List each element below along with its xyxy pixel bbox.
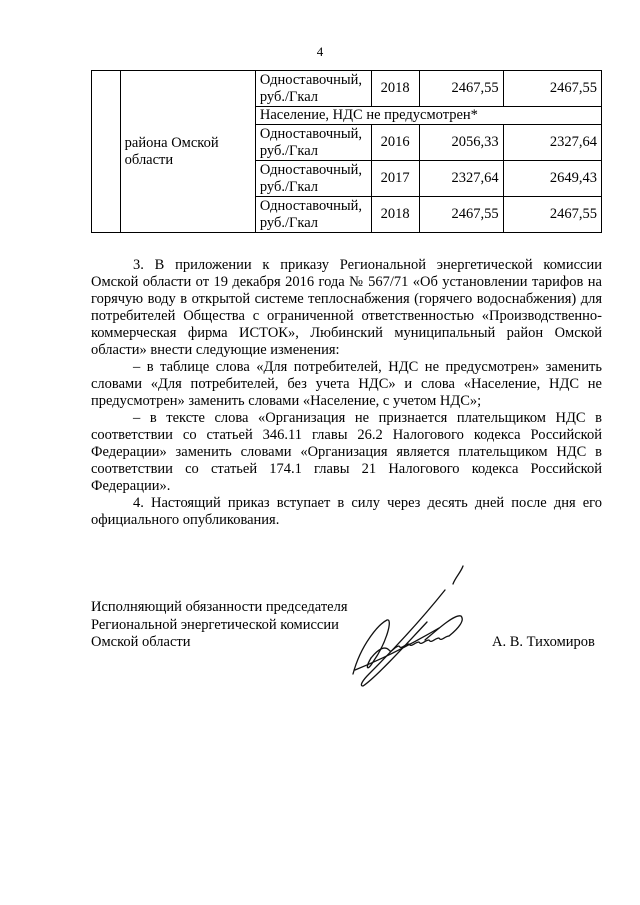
value-cell: 2056,33 bbox=[419, 125, 503, 161]
category-note-cell: Население, НДС не предусмотрен* bbox=[255, 107, 601, 125]
value-cell: 2327,64 bbox=[419, 161, 503, 197]
value-cell: 2327,64 bbox=[503, 125, 601, 161]
year-cell: 2018 bbox=[371, 71, 419, 107]
position-line: Региональной энергетической комиссии bbox=[91, 616, 339, 633]
paragraph-item-4: 4. Настоящий приказ вступает в силу через десять дней после дня его официального опубликования. bbox=[91, 495, 602, 528]
signatory-position bbox=[91, 599, 348, 652]
page-number: 4 bbox=[316, 44, 324, 59]
signatory-name: А. В. Тихомиров bbox=[492, 634, 595, 650]
position-line: Омской области bbox=[91, 634, 191, 650]
territory-cell: района Омской области bbox=[120, 71, 255, 233]
value-cell: 2467,55 bbox=[503, 71, 601, 107]
body-text bbox=[91, 257, 602, 529]
year-cell: 2018 bbox=[371, 197, 419, 233]
handwritten-signature-icon bbox=[335, 562, 485, 694]
position-line: Исполняющий обязанности председателя bbox=[91, 599, 348, 615]
tariff-table bbox=[91, 70, 602, 233]
value-cell: 2467,55 bbox=[419, 197, 503, 233]
index-cell bbox=[92, 71, 121, 233]
paragraph-subitem: – в таблице слова «Для потребителей, НДС не предусмотрен» заменить словами «Для потребителей, без учета НДС» и слова «Население, НДС не предусмотрен» заменить словами «Население, с учетом НДС»; bbox=[91, 359, 602, 409]
tariff-type-cell: Одноставочный, руб./Гкал bbox=[255, 197, 371, 233]
paragraph-item-3: 3. В приложении к приказу Региональной энергетической комиссии Омской области от 19 декабря 2016 года № 567/71 «Об установлении тарифов на горячую воду в открытой системе теплоснабжения (горячего водоснабжения) для потребителей Общества с ограниченной ответственностью «Производственно-коммерческая фирма ИСТОК», Любинский муниципальный район Омской области» внести следующие изменения: bbox=[91, 257, 602, 358]
value-cell: 2649,43 bbox=[503, 161, 601, 197]
tariff-type-cell: Одноставочный, руб./Гкал bbox=[255, 161, 371, 197]
value-cell: 2467,55 bbox=[503, 197, 601, 233]
year-cell: 2017 bbox=[371, 161, 419, 197]
tariff-type-cell: Одноставочный, руб./Гкал bbox=[255, 71, 371, 107]
value-cell: 2467,55 bbox=[419, 71, 503, 107]
tariff-type-cell: Одноставочный, руб./Гкал bbox=[255, 125, 371, 161]
table-row bbox=[92, 71, 602, 107]
year-cell: 2016 bbox=[371, 125, 419, 161]
paragraph-subitem: – в тексте слова «Организация не признается плательщиком НДС в соответствии со статьей 346.11 главы 26.2 Налогового кодекса Российской Федерации» заменить словами «Организация является плательщиком НДС в соответствии со статьей 174.1 главы 21 Налогового кодекса Российской Федерации». bbox=[91, 410, 602, 494]
